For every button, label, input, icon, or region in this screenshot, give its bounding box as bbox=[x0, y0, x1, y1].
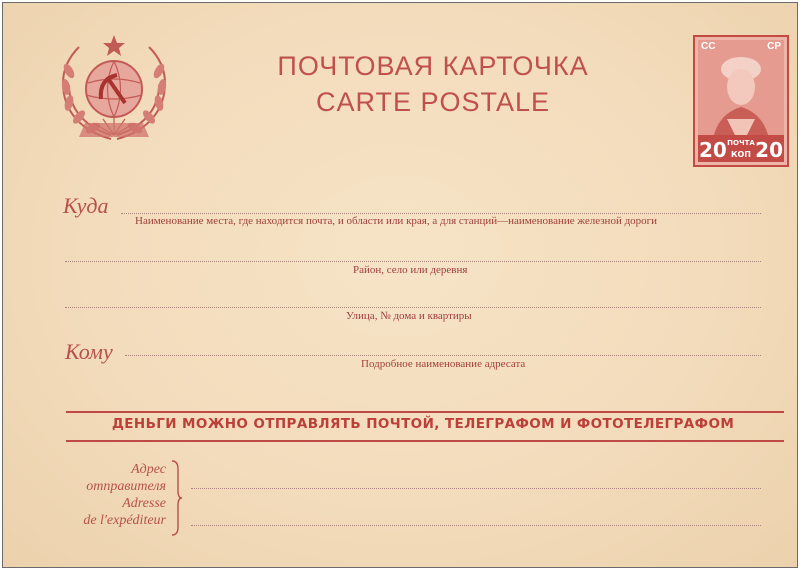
banner-top-rule bbox=[66, 411, 784, 413]
ussr-coat-of-arms-icon bbox=[53, 31, 175, 149]
banner-bottom-rule bbox=[66, 440, 784, 442]
sender-line-2[interactable] bbox=[191, 525, 761, 526]
sender-line-1[interactable] bbox=[191, 488, 761, 489]
sender-brace-icon bbox=[169, 459, 183, 537]
money-transfer-banner: ДЕНЬГИ МОЖНО ОТПРАВЛЯТЬ ПОЧТОЙ, ТЕЛЕГРАФОМ И ФОТОТЕЛЕГРАФОМ bbox=[111, 416, 735, 432]
address-line-3[interactable] bbox=[65, 307, 761, 308]
card-title: ПОЧТОВАЯ КАРТОЧКА bbox=[277, 51, 589, 81]
sender-label-fr-1: Adresse bbox=[122, 496, 166, 511]
address-line-1[interactable] bbox=[121, 213, 761, 214]
stamp-value-right: 20 bbox=[755, 138, 783, 162]
address-hint-3: Улица, № дома и квартиры bbox=[346, 310, 472, 322]
stamp-value-left: 20 bbox=[699, 138, 727, 162]
address-hint-1: Наименование места, где находится почта, и области или края, а для станций—наименование железной дороги bbox=[135, 215, 658, 227]
postage-stamp bbox=[693, 35, 789, 167]
sender-label-ru-2: отправителя bbox=[86, 479, 166, 494]
sender-label-ru-1: Адрес bbox=[131, 462, 166, 477]
stamp-corner-left: СС bbox=[701, 41, 716, 52]
recipient-line[interactable] bbox=[125, 355, 761, 356]
stamp-corner-right: СР bbox=[767, 41, 781, 52]
to-label: Кому bbox=[65, 339, 113, 364]
sender-label-fr-2: de l'expéditeur bbox=[83, 513, 166, 528]
address-line-2[interactable] bbox=[65, 261, 761, 262]
stamp-center-top: ПОЧТА bbox=[727, 139, 755, 147]
address-hint-2: Район, село или деревня bbox=[353, 264, 468, 276]
recipient-hint: Подробное наименование адресата bbox=[361, 358, 526, 370]
card-subtitle: CARTE POSTALE bbox=[315, 87, 551, 117]
where-label: Куда bbox=[63, 193, 109, 218]
postcard bbox=[2, 2, 798, 568]
stamp-center-bottom: КОП bbox=[730, 150, 752, 159]
sender-label bbox=[48, 461, 166, 529]
